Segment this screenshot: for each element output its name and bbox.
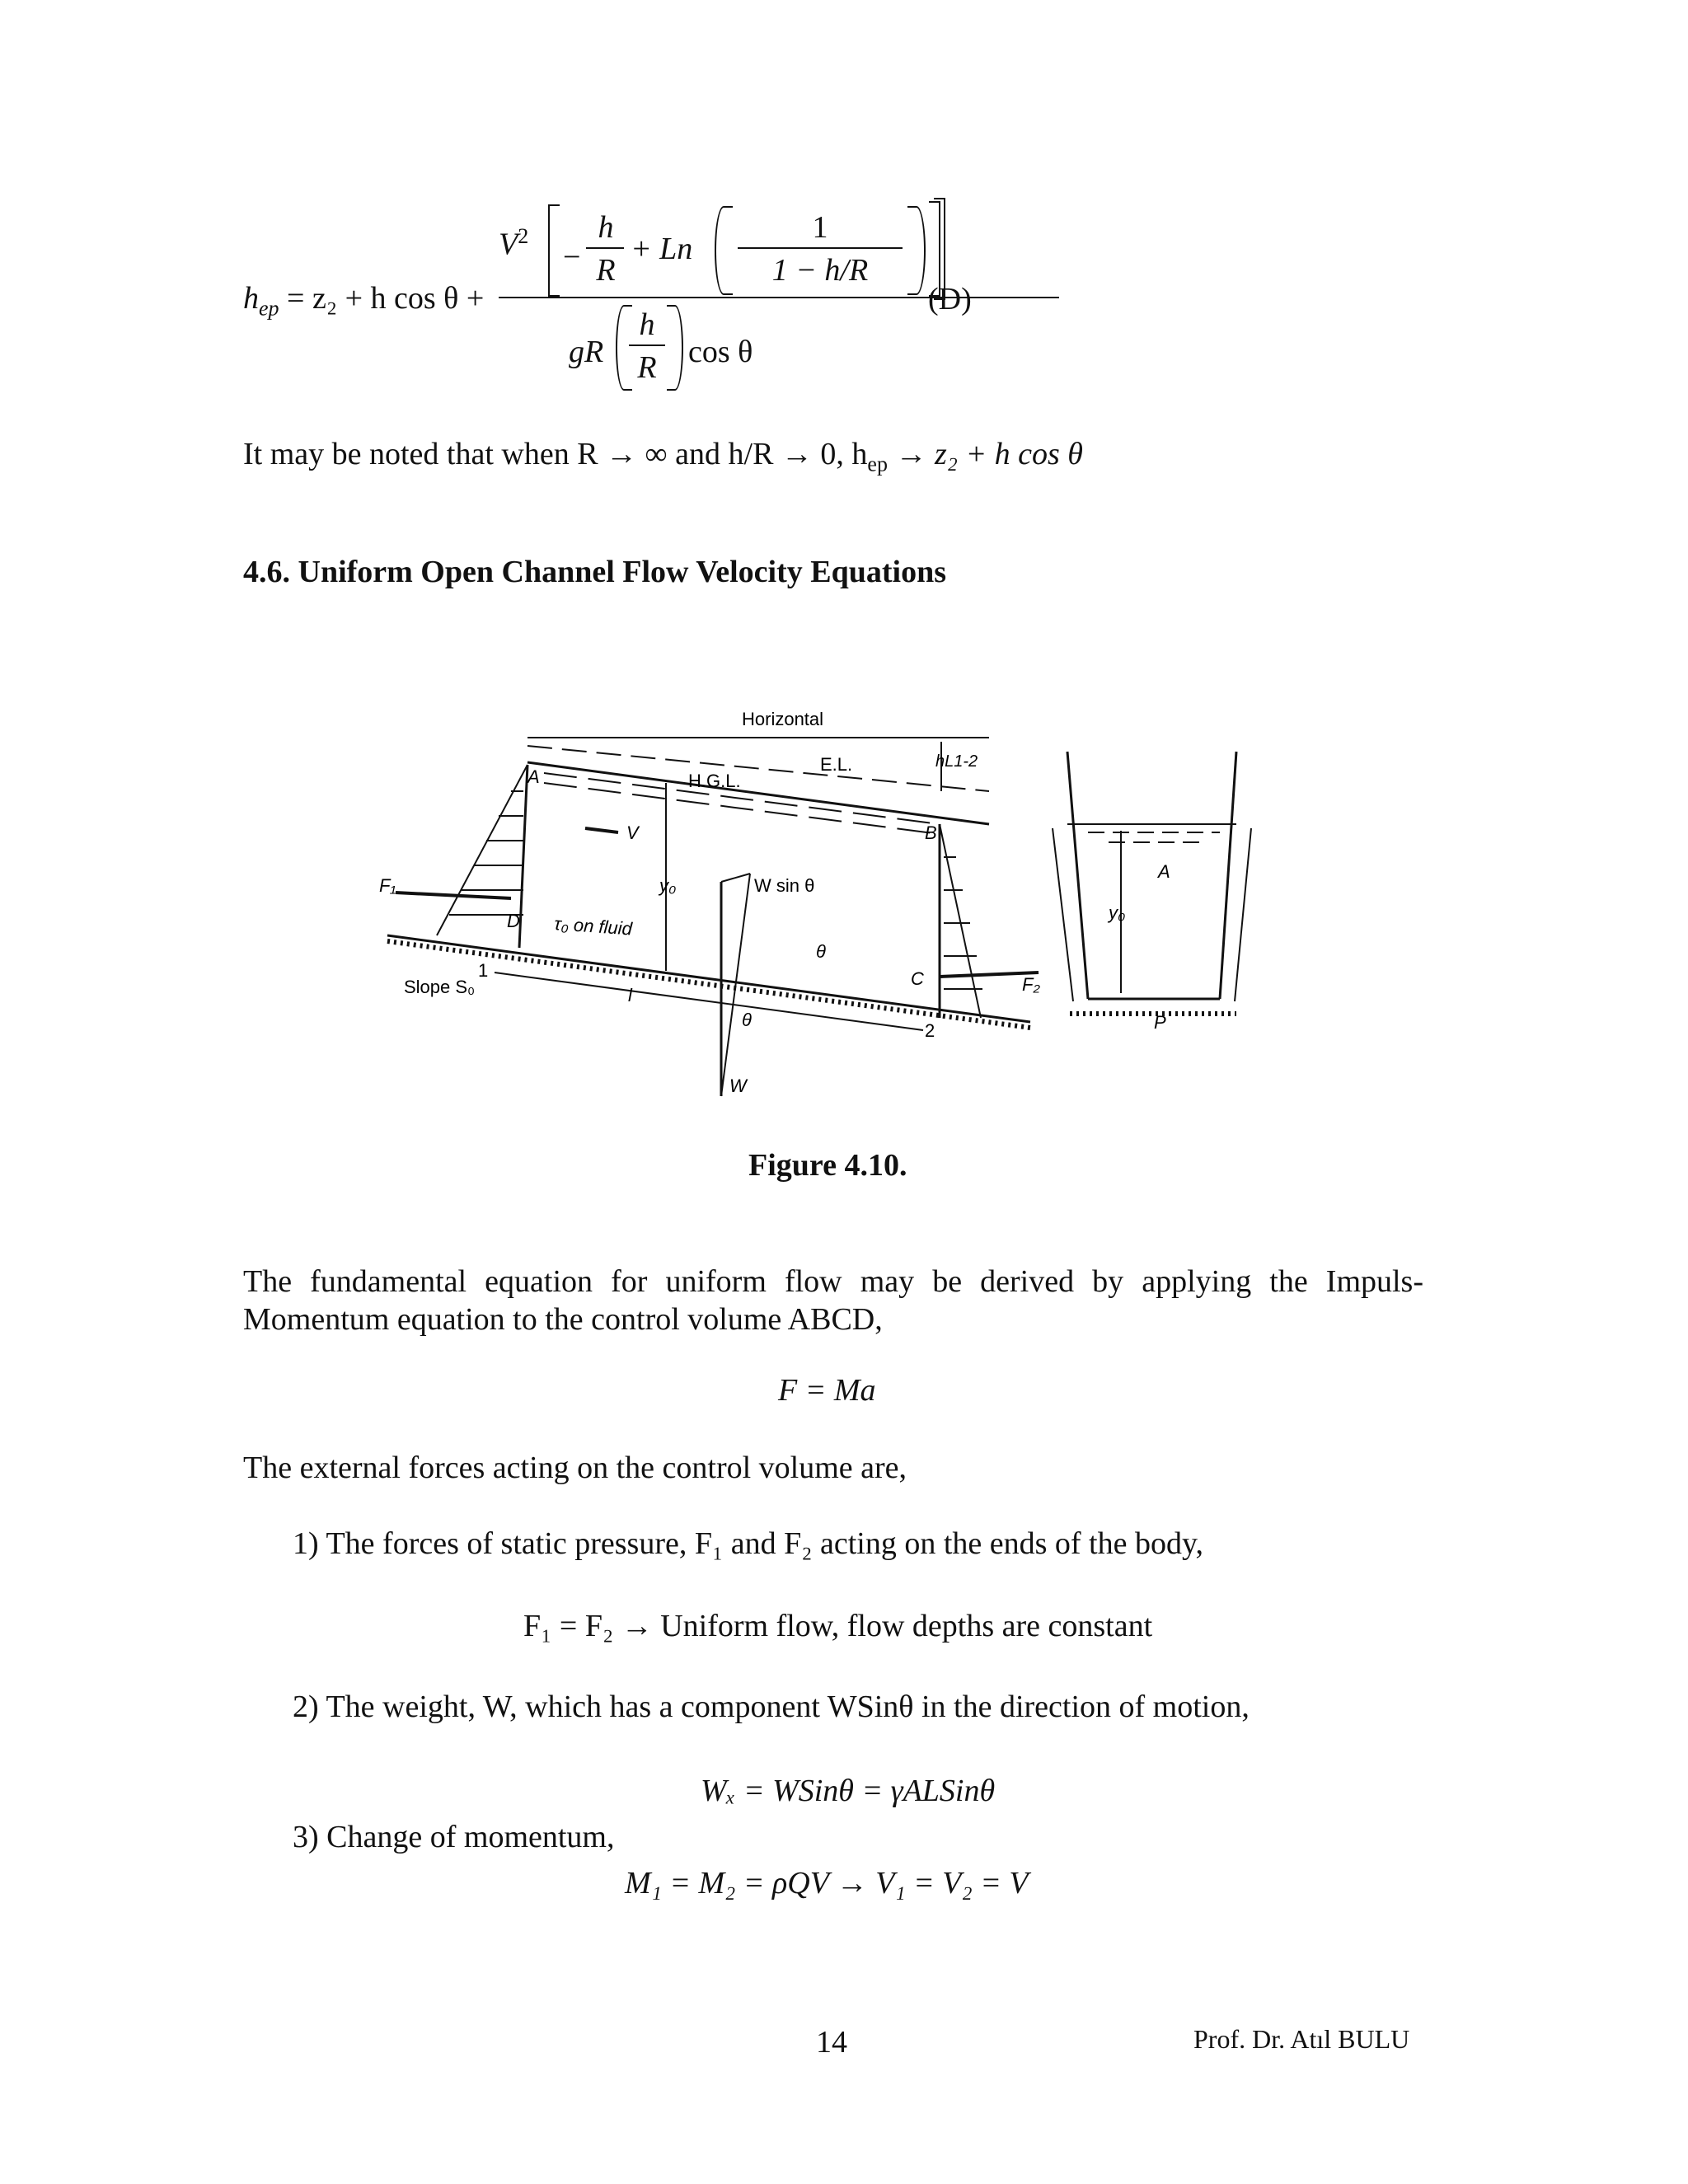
eq-h-num: h	[598, 210, 614, 245]
note-arrow: →	[895, 437, 927, 471]
fig-a-cs: A	[1158, 861, 1170, 882]
note-sub: ep	[867, 452, 888, 476]
fig-d: D	[507, 911, 520, 931]
eq-v-exp: 2	[518, 224, 529, 248]
eq-cos: cos θ	[688, 335, 753, 369]
eq-w: Wₓ = WSinθ = γALSinθ	[701, 1774, 996, 1808]
fig-hgl: H.G.L.	[688, 771, 741, 791]
eq-h-den: h	[639, 307, 655, 342]
page-number: 14	[816, 2025, 847, 2060]
paren-close-2	[667, 305, 683, 391]
eq-r-den: R	[596, 253, 616, 288]
paragraph-2: The external forces acting on the control volume are,	[243, 1451, 907, 1485]
list-item-2: 2) The weight, W, which has a component WSinθ in the direction of motion,	[293, 1690, 1250, 1724]
note-result: z₂ + h cos θ	[934, 437, 1083, 471]
fig-v: V	[626, 823, 639, 843]
small-bar-2	[738, 247, 903, 249]
fig-theta2: θ	[742, 1010, 752, 1030]
eq-lhs: h	[243, 281, 259, 316]
eq-v: V	[499, 227, 518, 262]
left-bracket	[548, 204, 560, 297]
figure-caption: Figure 4.10.	[748, 1148, 907, 1183]
fig-el: E.L.	[820, 754, 853, 775]
eq-plus-ln: + Ln	[631, 232, 693, 266]
author: Prof. Dr. Atıl BULU	[1193, 2024, 1410, 2054]
fig-a: A	[528, 766, 540, 787]
fig-l: l	[628, 985, 632, 1005]
fig-f1: F₁	[379, 875, 396, 896]
fig-w: W	[729, 1076, 747, 1096]
paren-open-2	[616, 305, 632, 391]
eq-minus: −	[563, 240, 581, 274]
fig-b: B	[925, 823, 937, 843]
fig-slope: Slope S₀	[404, 977, 476, 997]
paragraph-1b: Momentum equation to the control volume ABCD,	[243, 1302, 883, 1337]
fig-wsin: W sin θ	[754, 875, 815, 896]
fig-p: P	[1154, 1012, 1166, 1033]
eq-m: M₁ = M₂ = ρQV → V₁ = V₂ = V	[625, 1866, 1029, 1900]
figure-4-10	[363, 701, 1335, 1113]
eq-terms: = z₂ + h cos θ +	[287, 281, 485, 316]
paren-close	[907, 206, 926, 295]
fig-c: C	[911, 968, 924, 989]
eq-r-den2: R	[637, 350, 657, 385]
equation-label: (D)	[928, 282, 972, 316]
list-item-1: 1) The forces of static pressure, F₁ and F₂ acting on the ends of the body,	[293, 1526, 1204, 1561]
list-item-3: 3) Change of momentum,	[293, 1820, 615, 1854]
fig-y0: y₀	[659, 875, 677, 896]
small-bar-1	[586, 247, 624, 249]
eq-fma: F = Ma	[778, 1373, 876, 1408]
fig-hl: hL1-2	[935, 752, 978, 771]
fig-tau: τ₀ on fluid	[553, 913, 633, 940]
paragraph-1: The fundamental equation for uniform flow may be derived by applying the Impuls-	[243, 1264, 1423, 1299]
note-line	[243, 435, 1083, 484]
main-fraction-bar	[499, 297, 1059, 298]
small-bar-3	[629, 344, 665, 346]
eq-lhs-sub: ep	[259, 296, 279, 321]
fig-y0-cs: y₀	[1109, 902, 1126, 923]
eq-gr: gR	[569, 335, 604, 369]
fig-one: 1	[478, 960, 489, 981]
eq-one-minus: 1 − h/R	[771, 253, 869, 288]
fig-f2: F₂	[1022, 974, 1040, 995]
fig-two: 2	[925, 1020, 935, 1041]
eq-one: 1	[812, 210, 828, 245]
eq-f: F₁ = F₂ → Uniform flow, flow depths are constant	[523, 1609, 1153, 1643]
section-heading: 4.6. Uniform Open Channel Flow Velocity Equations	[243, 555, 946, 589]
note-text: It may be noted that when R → ∞ and h/R → 0, h	[243, 437, 868, 471]
paren-open	[715, 206, 733, 295]
fig-theta: θ	[816, 941, 826, 962]
fig-horizontal: Horizontal	[742, 709, 824, 729]
